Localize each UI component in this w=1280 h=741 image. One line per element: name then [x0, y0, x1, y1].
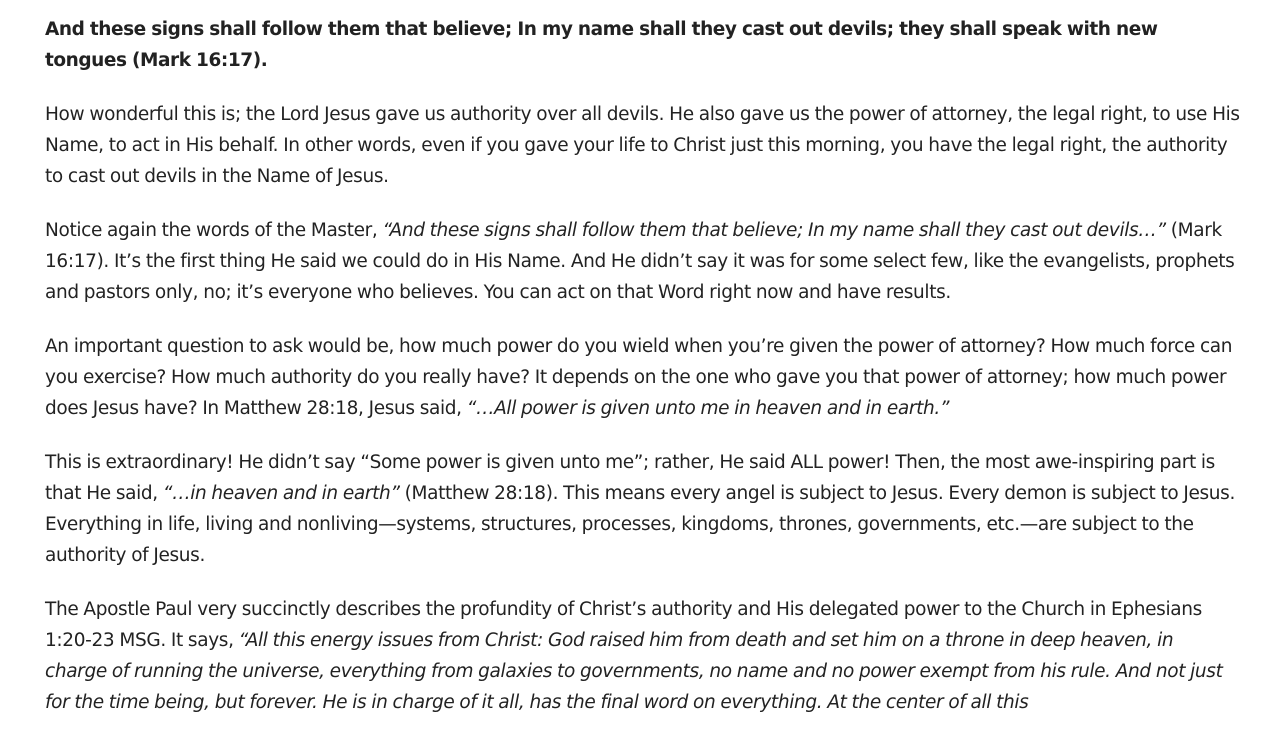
- paragraph-text-before: An important question to ask would be, how much power do you wield when you’re given the power of attorney? How much force can you exercise? How much authority do you really have? It depends on the one who gave you that power of attorney; how much power does Jesus have? In Matthew 28:18, Jesus said,: [45, 336, 1233, 419]
- paragraph-text-before: Notice again the words of the Master,: [45, 220, 383, 241]
- body-paragraph-master-words: [45, 215, 1240, 308]
- paragraph-text-before: The Apostle Paul very succinctly describes the profundity of Christ’s authority and His delegated power to the Church in Ephesians 1:20-23 MSG. It says,: [45, 599, 1202, 651]
- paragraph-text-after: (Matthew 28:18). This means every angel is subject to Jesus. Every demon is subject to Jesus. Everything in life, living and nonliving—systems, structures, processes, kingdoms, thrones, governments, etc.—are subject to the authority of Jesus.: [45, 483, 1236, 566]
- paragraph-text-before: This is extraordinary! He didn’t say “Some power is given unto me”; rather, He said ALL power! Then, the most awe-inspiring part is that He said,: [45, 452, 1215, 504]
- scripture-quote: “All this energy issues from Christ: God raised him from death and set him on a throne in deep heaven, in charge of running the universe, everything from galaxies to governments, no name and no power exempt from his rule. And not just for the time being, but forever. He is in charge of it all, has the final word on everything. At the center of all this: [45, 630, 1223, 713]
- body-paragraph-apostle-paul: [45, 594, 1240, 718]
- paragraph-text-after: (Mark 16:17). It’s the first thing He said we could do in His Name. And He didn’t say it was for some select few, like the evangelists, prophets and pastors only, no; it’s everyone who believes. You can act on that Word right now and have results.: [45, 220, 1235, 303]
- body-paragraph-all-power: [45, 447, 1240, 571]
- scripture-text: And these signs shall follow them that believe; In my name shall they cast out devils; they shall speak with new tongues (Mark 16:17).: [45, 19, 1158, 71]
- paragraph-text: How wonderful this is; the Lord Jesus gave us authority over all devils. He also gave us the power of attorney, the legal right, to use His Name, to act in His behalf. In other words, even if you gave your life to Christ just this morning, you have the legal right, the authority to cast out devils in the Name of Jesus.: [45, 104, 1240, 187]
- devotional-article: [45, 14, 1240, 741]
- body-paragraph-power-of-attorney: [45, 331, 1240, 424]
- scripture-quote: “And these signs shall follow them that believe; In my name shall they cast out devils…”: [382, 220, 1166, 241]
- scripture-paragraph: [45, 14, 1240, 76]
- scripture-quote: “…in heaven and in earth”: [162, 483, 400, 504]
- scripture-quote: “…All power is given unto me in heaven and in earth.”: [466, 398, 950, 419]
- body-paragraph-authority: [45, 99, 1240, 192]
